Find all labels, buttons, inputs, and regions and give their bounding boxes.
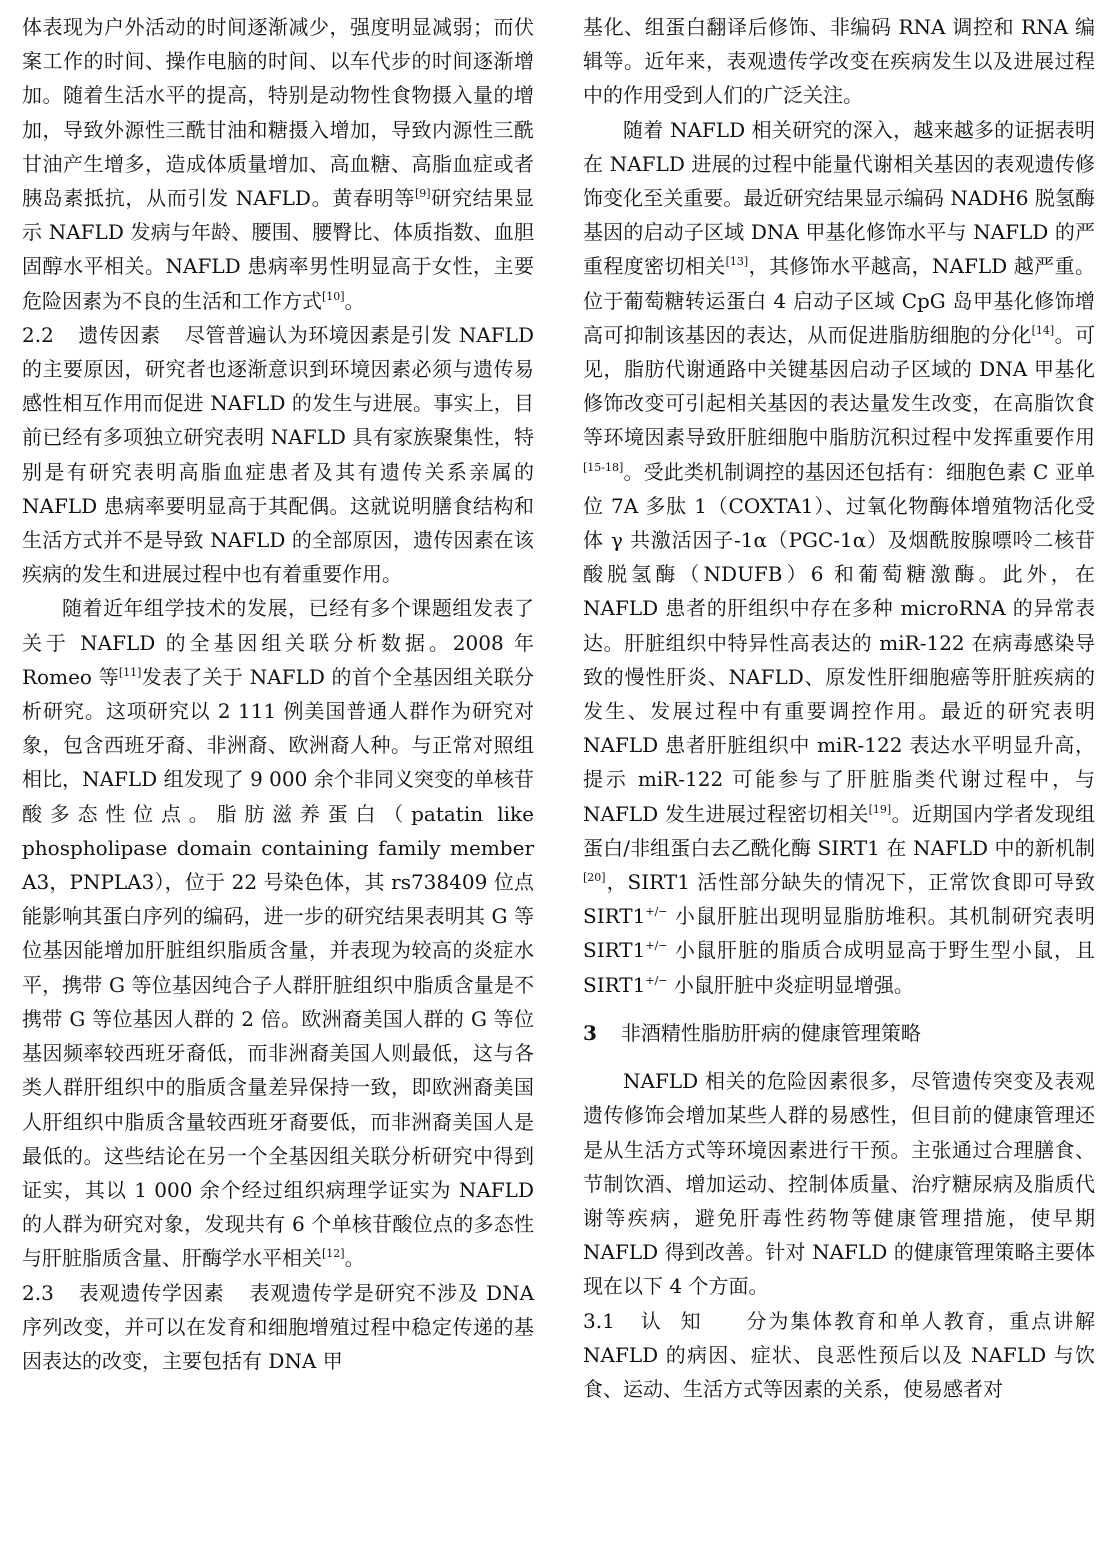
superscript: +/− xyxy=(645,939,668,953)
superscript: +/− xyxy=(645,905,668,919)
citation[interactable]: [11] xyxy=(118,665,142,679)
section-number: 3 xyxy=(583,1020,597,1045)
paragraph: NAFLD 相关的危险因素很多，尽管遗传突变及表观遗传修饰会增加某些人群的易感性，但目前的健康管理还是从生活方式等环境因素进行干预。主张通过合理膳食、节制饮酒、增加运动、控制体质量、治疗糖尿病及脂质代谢等疾病，避免肝毒性药物等健康管理措施，使早期 NAFLD 得到改善。针对 NAFLD 的健康管理策略主要体现在以下 4 个方面。 xyxy=(583,1069,1095,1299)
section-3-heading xyxy=(583,1016,1095,1050)
paragraph: 基化、组蛋白翻译后修饰、非编码 RNA 调控和 RNA 编辑等。近年来，表观遗传学改变在疾病发生以及进展过程中的作用受到人们的广泛关注。 xyxy=(583,15,1095,108)
citation[interactable]: [13] xyxy=(725,255,749,269)
citation[interactable]: [20] xyxy=(583,871,606,885)
section-title: 表观遗传学因素 xyxy=(77,1280,225,1305)
citation[interactable]: [14] xyxy=(1031,323,1055,337)
section-title: 遗传因素 xyxy=(77,322,161,347)
citation[interactable]: [9] xyxy=(415,187,431,201)
superscript: +/− xyxy=(645,973,668,987)
section-2-2: 2.2 遗传因素 尽管普遍认为环境因素是引发 NAFLD 的主要原因，研究者也逐渐意识到环境因素必须与遗传易感性相互作用而促进 NAFLD 的发生与进展。事实上，目前已经有多项独立研究表明 NAFLD 具有家族聚集性，特别是有研究表明高脂血症患者及其有遗传关系亲属的 NAFLD 患病率要明显高于其配偶。这就说明膳食结构和生活方式并不是导致 NAFLD 的全部原因，遗传因素在该疾病的发生和进展过程中也有着重要作用。 xyxy=(22,322,534,587)
section-number: 3.1 xyxy=(583,1308,615,1333)
citation[interactable]: [10] xyxy=(322,289,345,303)
left-column xyxy=(22,10,534,1378)
citation[interactable]: [15-18] xyxy=(583,460,624,474)
section-3-1: 3.1 认知 分为集体教育和单人教育，重点讲解 NAFLD 的病因、症状、良恶性预后以及 NAFLD 与饮食、运动、生活方式等因素的关系，使易感者对 xyxy=(583,1308,1096,1401)
section-number: 2.3 xyxy=(22,1280,54,1305)
section-title: 非酒精性脂肪肝病的健康管理策略 xyxy=(620,1020,921,1045)
paragraph: 体表现为户外活动的时间逐渐减少，强度明显减弱；而伏案工作的时间、操作电脑的时间、以车代步的时间逐渐增加。随着生活水平的提高，特别是动物性食物摄入量的增加，导致外源性三酰甘油和糖摄入增加，导致内源性三酰甘油产生增多，造成体质量增加、高血糖、高脂血症或者胰岛素抵抗，从而引发 NAFLD。黄春明等[9]研究结果显示 NAFLD 发病与年龄、腰围、腰臀比、体质指数、血胆固醇水平相关。NAFLD 患病率男性明显高于女性，主要危险因素为不良的生活和工作方式[10]。 xyxy=(22,15,534,313)
paragraph: 随着 NAFLD 相关研究的深入，越来越多的证据表明在 NAFLD 进展的过程中能量代谢相关基因的表观遗传修饰变化至关重要。最近研究结果显示编码 NADH6 脱氢酶基因的启动子区域 DNA 甲基化修饰水平与 NAFLD 的严重程度密切相关[13]，其修饰水平越高，NAFLD 越严重。位于葡萄糖转运蛋白 4 启动子区域 CpG 岛甲基化修饰增高可抑制该基因的表达，从而促进脂肪细胞的分化[14]。可见，脂肪代谢通路中关键基因启动子区域的 DNA 甲基化修饰改变可引起相关基因的表达量发生改变，在高脂饮食等环境因素导致肝脏细胞中脂肪沉积过程中发挥重要作用[15-18]。受此类机制调控的基因还包括有：细胞色素 C 亚单位 7A 多肽 1（COXTA1）、过氧化物酶体增殖物活化受体 γ 共激活因子-1α（PGC-1α）及烟酰胺腺嘌呤二核苷酸脱氢酶（NDUFB）6 和葡萄糖激酶。此外，在 NAFLD 患者的肝组织中存在多种 microRNA 的异常表达。肝脏组织中特异性高表达的 miR-122 在病毒感染导致的慢性肝炎、NAFLD、原发性肝细胞癌等肝脏疾病的发生、发展过程中有重要调控作用。最近的研究表明 NAFLD 患者肝脏组织中 miR-122 表达水平明显升高，提示 miR-122 可能参与了肝脏脂类代谢过程中，与 NAFLD 发生进展过程密切相关[19]。近期国内学者发现组蛋白/非组蛋白去乙酰化酶 SIRT1 在 NAFLD 中的新机制[20]，SIRT1 活性部分缺失的情况下，正常饮食即可导致 SIRT1+/− 小鼠肝脏出现明显脂肪堆积。其机制研究表明 SIRT1+/− 小鼠肝脏的脂质合成明显高于野生型小鼠，且 SIRT1+/− 小鼠肝脏中炎症明显增强。 xyxy=(583,117,1096,997)
section-number: 2.2 xyxy=(22,322,54,347)
paragraph: 随着近年组学技术的发展，已经有多个课题组发表了关于 NAFLD 的全基因组关联分析数据。2008 年 Romeo 等[11]发表了关于 NAFLD 的首个全基因组关联分析研究。这项研究以 2 111 例美国普通人群作为研究对象，包含西班牙裔、非洲裔、欧洲裔人种。与正常对照组相比，NAFLD 组发现了 9 000 余个非同义突变的单核苷酸多态性位点。脂肪滋养蛋白（patatin like phospholipase domain containing family member A3，PNPLA3），位于 22 号染色体，其 rs738409 位点能影响其蛋白序列的编码，进一步的研究结果表明其 G 等位基因能增加肝脏组织脂质含量，并表现为较高的炎症水平，携带 G 等位基因纯合子人群肝脏组织中脂质含量是不携带 G 等位基因人群的 2 倍。欧洲裔美国人群的 G 等位基因频率较西班牙裔低，而非洲裔美国人则最低，这与各类人群肝组织中的脂质含量差异保持一致，即欧洲裔美国人肝组织中脂质含量较西班牙裔要低，而非洲裔美国人是最低的。这些结论在另一个全基因组关联分析研究中得到证实，其以 1 000 余个经过组织病理学证实为 NAFLD 的人群为研究对象，发现共有 6 个单核苷酸位点的多态性与肝脏脂质含量、肝酶学水平相关[12]。 xyxy=(22,596,534,1271)
right-column xyxy=(583,10,1095,1406)
section-title: 认知 xyxy=(638,1308,721,1333)
citation[interactable]: [19] xyxy=(868,802,892,816)
citation[interactable]: [12] xyxy=(322,1247,345,1261)
section-2-3: 2.3 表观遗传学因素 表观遗传学是研究不涉及 DNA 序列改变，并可以在发育和细胞增殖过程中稳定传递的基因表达的改变，主要包括有 DNA 甲 xyxy=(22,1280,535,1373)
